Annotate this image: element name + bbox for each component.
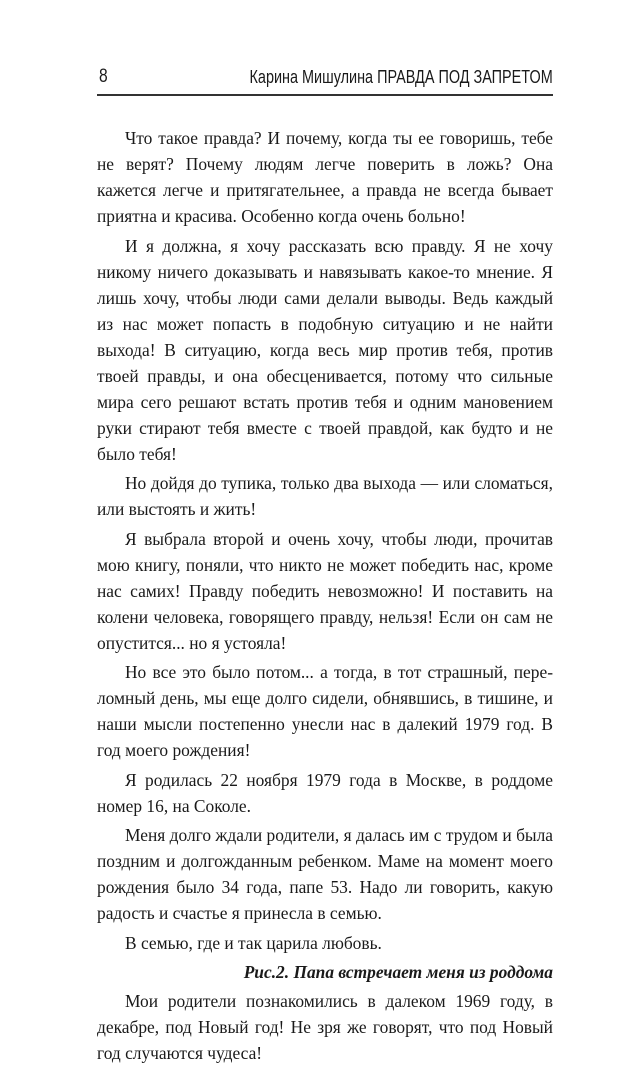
page-header [97, 60, 553, 94]
paragraph: Но все это было потом... а тогда, в тот страшный, переломный день, мы еще долго сидели, обнявшись, в тишине, и наши мысли постепенно унесли нас в далекий 1979 год. В год моего рождения! [97, 662, 553, 760]
paragraph: И я должна, я хочу рассказать всю правду. Я не хочу никому ничего доказывать и навязывать какое-то мнение. Я лишь хочу, чтобы люди сами делали выводы. Ведь каждый из нас может попасть в подобную ситуацию и не найти выхода! В ситуацию, когда весь мир против тебя, против твоей правды, и она обесценивается, потому что сильные мира сего решают встать против тебя и одним мановением руки стирают тебя вместе с твоей правдой, как будто и не было тебя! [97, 235, 553, 464]
paragraph: Меня долго ждали родители, я далась им с трудом и была поздним и долгожданным ребенком. Маме на момент моего рождения было 34 года, папе 53. Надо ли говорить, какую радость и счастье я принесла в семью. [97, 825, 553, 923]
body-text [97, 125, 553, 1066]
page-number: 8 [99, 66, 108, 87]
paragraph: Мои родители познакомились в далеком 1969 году, в декабре, под Новый год! Не зря же говорят, что под Новый год случаются чудеса! [97, 991, 553, 1063]
paragraph: Что такое правда? И почему, когда ты ее говоришь, тебе не верят? Почему людям легче поверить в ложь? Она кажется легче и притягательнее, а правда не всегда бывает приятна и красива. Особенно когда очень больно! [97, 128, 553, 226]
header-rule [97, 94, 553, 96]
running-head: Карина Мишулина ПРАВДА ПОД ЗАПРЕТОМ [249, 66, 553, 87]
paragraph: Я выбрала второй и очень хочу, чтобы люди, прочитав мою книгу, поняли, что никто не может победить нас, кроме нас самих! Правду победить невозможно! И поставить на колени человека, говорящего правду, нельзя! Если он сам не опустится... но я устояла! [97, 528, 553, 653]
paragraph: Но дойдя до тупика, только два выхода — или сломаться, или выстоять и жить! [97, 473, 553, 519]
paragraph: Я родилась 22 ноября 1979 года в Москве, в роддоме номер 16, на Соколе. [97, 769, 553, 816]
figure-caption: Рис.2. Папа встречает меня из роддома [243, 962, 553, 982]
paragraph: В семью, где и так царила любовь. [125, 932, 382, 953]
